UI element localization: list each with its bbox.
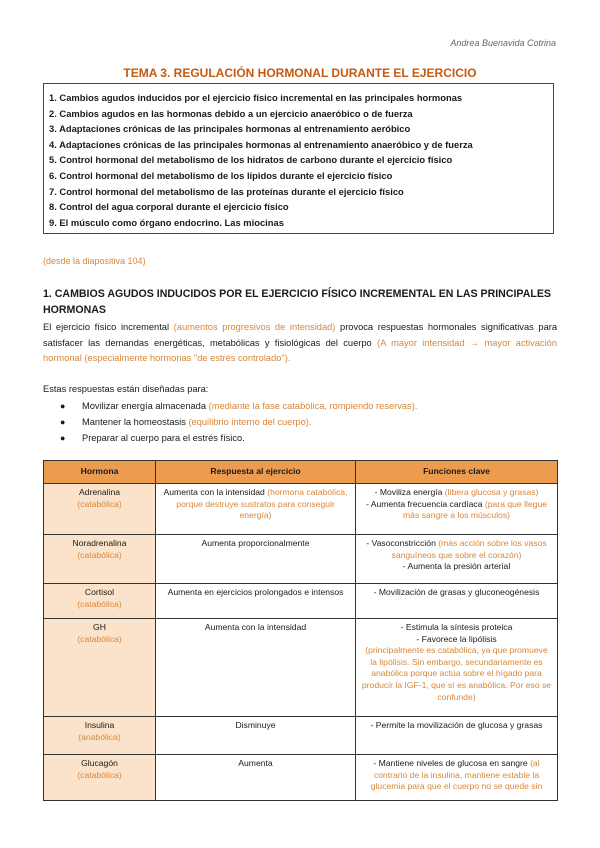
purpose-list bbox=[60, 398, 417, 446]
hormone-cell: Adrenalina (catabólica) bbox=[44, 484, 156, 535]
table-row bbox=[44, 484, 558, 535]
functions-cell: - Permite la movilización de glucosa y grasas bbox=[356, 717, 558, 755]
hormone-cell: Noradrenalina (catabólica) bbox=[44, 535, 156, 584]
toc-item: 6. Control hormonal del metabolismo de los lípidos durante el ejercicio físico bbox=[49, 169, 393, 181]
toc-item: 8. Control del agua corporal durante el ejercicio físico bbox=[49, 201, 289, 213]
functions-cell: - Moviliza energía (libera glucosa y grasas) - Aumenta frecuencia cardíaca (para que llegue más sangre a los músculos) bbox=[356, 484, 558, 535]
table-row bbox=[44, 535, 558, 584]
bullet-dot-icon: ● bbox=[60, 433, 66, 443]
purpose-lead-text: Estas respuestas están diseñadas para: bbox=[43, 384, 209, 394]
toc-item: 4. Adaptaciones crónicas de las principales hormonas al entrenamiento anaeróbico y de fuerza bbox=[49, 138, 473, 150]
response-cell: Aumenta en ejercicios prolongados e intensos bbox=[156, 584, 356, 619]
functions-cell: - Vasoconstricción (más acción sobre los vasos sanguíneos que sobre el corazón) - Aumenta la presión arterial bbox=[356, 535, 558, 584]
hormone-cell: Cortisol (catabólica) bbox=[44, 584, 156, 619]
response-cell: Disminuye bbox=[156, 717, 356, 755]
author-name: Andrea Buenavida Cotrina bbox=[450, 38, 556, 48]
hormone-cell: Insulina (anabólica) bbox=[44, 717, 156, 755]
response-cell: Aumenta proporcionalmente bbox=[156, 535, 356, 584]
functions-cell: - Movilización de grasas y gluconeogénesis bbox=[356, 584, 558, 619]
toc-item: 2. Cambios agudos en las hormonas debido a un ejercicio anaeróbico o de fuerza bbox=[49, 107, 413, 119]
response-cell: Aumenta bbox=[156, 755, 356, 801]
table-of-contents bbox=[43, 83, 554, 234]
column-header: Funciones clave bbox=[356, 461, 558, 484]
hormone-cell: Glucagón (catabólica) bbox=[44, 755, 156, 801]
section-heading: 1. CAMBIOS AGUDOS INDUCIDOS POR EL EJERCICIO FÍSICO INCREMENTAL EN LAS PRINCIPALES HORMONAS bbox=[43, 288, 551, 316]
response-cell: Aumenta con la intensidad (hormona catabólica, porque destruye sustratos para conseguir energía) bbox=[156, 484, 356, 535]
column-header: Respuesta al ejercicio bbox=[156, 461, 356, 484]
table-row bbox=[44, 619, 558, 717]
toc-item: 1. Cambios agudos inducidos por el ejercicio físico incremental en las principales hormonas bbox=[49, 92, 463, 103]
list-item: ● Mantener la homeostasis (equilibrio interno del cuerpo). bbox=[60, 414, 417, 430]
hormone-cell: GH (catabólica) bbox=[44, 619, 156, 717]
bullet-dot-icon: ● bbox=[60, 401, 66, 411]
page-title: TEMA 3. REGULACIÓN HORMONAL DURANTE EL EJERCICIO bbox=[123, 66, 477, 80]
intro-paragraph: El ejercicio físico incremental (aumentos progresivos de intensidad) provoca respuestas hormonales significativas para satisfacer las demandas energéticas, metabólicas y fisiológicas del cuerpo (A mayor intensidad → mayor activación hormonal (especialmente hormonas "de estrés controlado"). bbox=[43, 322, 558, 363]
table-row bbox=[44, 717, 558, 755]
toc-item: 5. Control hormonal del metabolismo de los hidratos de carbono durante el ejercicio físico bbox=[49, 154, 453, 166]
list-item: ● Movilizar energía almacenada (mediante la fase catabólica, rompiendo reservas). bbox=[60, 398, 417, 414]
toc-item: 9. El músculo como órgano endocrino. Las miocinas bbox=[49, 216, 284, 228]
slide-reference-note: (desde la diapositiva 104) bbox=[43, 256, 146, 266]
functions-cell: - Mantiene niveles de glucosa en sangre (al contrario de la insulina, mantiene estable la glucemia para que el cuerpo no se quede sin bbox=[356, 755, 558, 801]
table-header-row bbox=[44, 461, 558, 484]
column-header: Hormona bbox=[44, 461, 156, 484]
table-row bbox=[44, 755, 558, 801]
functions-cell: - Estimula la síntesis proteica - Favorece la lipólisis (principalmente es catabólica, ya que promueve la lipólisis. Sin embargo, secundariamente es anabólica porque actúa sobre el hígado para producir la IGF-1, que sí es anabólica. Por eso se confunde) bbox=[356, 619, 558, 717]
table-row bbox=[44, 584, 558, 619]
response-cell: Aumenta con la intensidad bbox=[156, 619, 356, 717]
toc-item: 3. Adaptaciones crónicas de las principales hormonas al entrenamiento aeróbico bbox=[49, 123, 411, 135]
toc-item: 7. Control hormonal del metabolismo de las proteínas durante el ejercicio físico bbox=[49, 185, 404, 197]
hormones-table bbox=[43, 460, 558, 801]
list-item: ● Preparar al cuerpo para el estrés físico. bbox=[60, 430, 417, 446]
bullet-dot-icon: ● bbox=[60, 417, 66, 427]
